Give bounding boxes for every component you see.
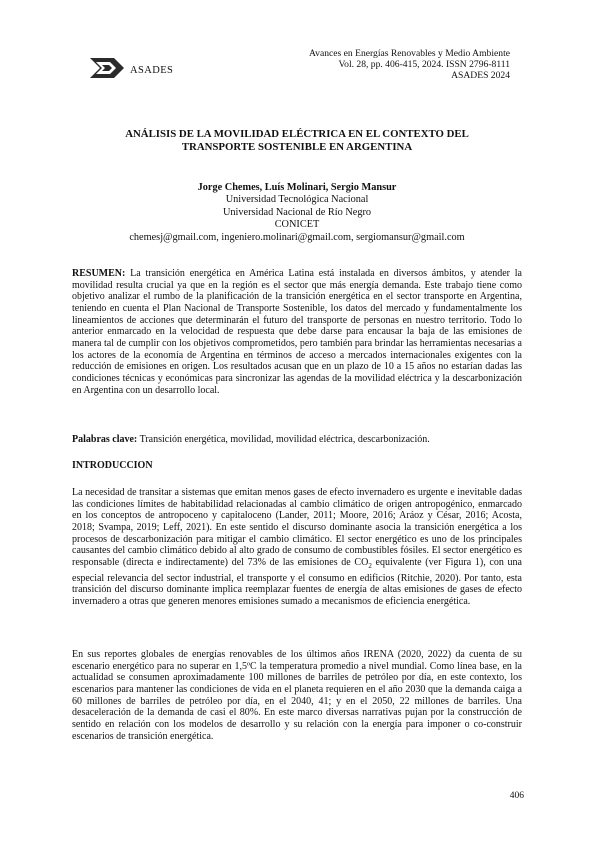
asades-logo: [90, 56, 190, 82]
page-number: 406: [509, 791, 524, 801]
intro-paragraph-1: [72, 487, 522, 608]
abstract-text: La transición energética en América Latina está instalada en diversos ámbitos, y atender la movilidad resulta crucial ya que en la región es el sector que más energía demanda. Este trabajo tiene como objetivo analizar el rumbo de la planificación de la transición energética en el sector transporte en Argentina, teniendo en cuenta el Plan Nacional de Transporte Sostenible, los datos del mercado y fundamentalmente los lineamientos de acciones que determinarán el futuro del transporte de personas en nuestro territorio. Todo lo anterior enmarcado en la velocidad de respuesta que debe darse para encausar la baja de las emisiones de manera tal de cumplir con los objetivos comprometidos, pero también para brindar las herramientas necesarias a los actores de la economía de Argentina en términos de acceso a mercados internacionales exigentes con la reducción de emisiones en origen. Los resultados acusan que en un plazo de 10 a 15 años no estarían dadas las condiciones técnicas y económicas para sincronizar las agendas de la movilidad eléctrica y la descarbonización en Argentina con un desarrollo local.: [72, 268, 522, 396]
abstract-label: RESUMEN:: [72, 268, 126, 279]
affiliation-2: Universidad Nacional de Río Negro: [222, 206, 372, 218]
keywords-text: Transición energética, movilidad, movilidad eléctrica, descarbonización.: [137, 434, 430, 445]
abstract: [72, 268, 522, 396]
journal-conference: ASADES 2024: [451, 70, 510, 81]
journal-volume: Vol. 28, pp. 406-415, 2024. ISSN 2796-8111: [338, 59, 510, 70]
paper-title: [70, 128, 524, 154]
intro-p1-part-b: equivalente (ver Figura 1), con una especial relevancia del sector industrial, el transporte y el consumo en edificios (Ritchie, 2020). Por tanto, esta transición del discurso dominante implica reemplazar fuentes de energía de altas emisiones de gases de efecto invernadero a otras que generen menores emisiones sumado a mecanismos de eficiencia energética.: [72, 556, 522, 607]
keywords: [72, 434, 522, 446]
intro-p1-part-a: La necesidad de transitar a sistemas que emitan menos gases de efecto invernadero es urgente e inevitable dadas las condiciones límites de habitabilidad relacionadas al cambio climático de origen antropogénico, enmarcado en los conceptos de antropoceno y capitaloceno (Lander, 2011; Moore, 2016; Aráoz y César, 2016; Acosta, 2018; Svampa, 2019; Leff, 2021). En este sentido el discurso dominante asocia la transición energética a los procesos de descarbonización para mitigar el cambio climático. El sector energético es uno de los principales causantes del cambio climático debido al alto grado de consumo de combustibles fósiles. El sector energético es responsable (directa e indirectamente) del 73% de las emisiones de CO: [72, 487, 522, 568]
journal-info: [309, 48, 510, 81]
intro-paragraph-2: En sus reportes globales de energías renovables de los últimos años IRENA (2020, 2022) da cuenta de su escenario energético para no superar en 1,5ºC la temperatura promedio a nivel mundial. Como línea base, en la actualidad se consumen aproximadamente 100 millones de barriles de petróleo por día, en este contexto, los escenarios para mantener las condiciones de vida en el planeta requieren en el año 2030 que la demanda caiga a 60 millones de barriles de petróleo por día, en el 2040, 41; y en el 2050, 22 millones de barriles. Una desaceleración de la demanda de casi el 80%. En este marco diversas narrativas pujan por la construcción de sentido en relación con los modelos de desarrollo y su relación con la energía para imponer o co-construir escenarios de transición energética.: [72, 649, 522, 742]
arrow-logo-icon: [90, 56, 130, 82]
affiliation-3: CONICET: [274, 219, 320, 231]
journal-name: Avances en Energías Renovables y Medio Ambiente: [308, 48, 510, 59]
affiliation-1: Universidad Tecnológica Nacional: [225, 194, 369, 206]
section-heading: INTRODUCCION: [72, 460, 153, 471]
author-names: Jorge Chemes, Luís Molinari, Sergio Mansur: [197, 182, 397, 193]
title-line-2: TRANSPORTE SOSTENIBLE EN ARGENTINA: [181, 141, 413, 153]
co2-subscript: 2: [368, 561, 372, 570]
keywords-label: Palabras clave:: [72, 434, 138, 445]
author-block: [60, 182, 534, 244]
title-line-1: ANÁLISIS DE LA MOVILIDAD ELÉCTRICA EN EL CONTEXTO DEL: [125, 128, 469, 140]
logo-text: ASADES: [130, 65, 174, 76]
author-emails: chemesj@gmail.com, ingeniero.molinari@gmail.com, sergiomansur@gmail.com: [129, 231, 465, 243]
